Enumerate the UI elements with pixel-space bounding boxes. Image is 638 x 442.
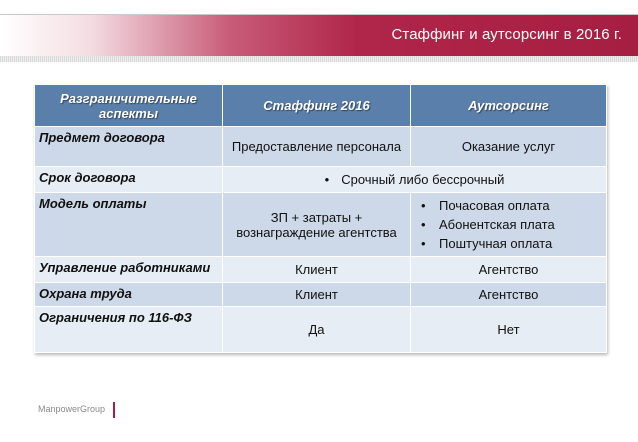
outsourcing-cell: Оказание услуг — [411, 127, 607, 167]
outsourcing-cell: Агентство — [411, 257, 607, 283]
row-label: Охрана труда — [35, 283, 223, 307]
staffing-cell: Предоставление персонала — [223, 127, 411, 167]
payment-options-list — [415, 196, 602, 253]
staffing-cell: Клиент — [223, 283, 411, 307]
table-row-safety — [35, 283, 607, 307]
row-label: Срок договора — [35, 167, 223, 193]
outsourcing-cell: Нет — [411, 307, 607, 353]
term-value: • Срочный либо бессрочный — [325, 172, 505, 187]
list-item: • Поштучная оплата — [419, 234, 602, 253]
row-label: Модель оплаты — [35, 193, 223, 257]
table-row-management — [35, 257, 607, 283]
row-label: Ограничения по 116-ФЗ — [35, 307, 223, 353]
column-header-outsourcing: Аутсорсинг — [411, 85, 607, 127]
staffing-cell: ЗП + затраты + вознаграждение агентства — [223, 193, 411, 257]
outsourcing-cell: Агентство — [411, 283, 607, 307]
row-label: Предмет договора — [35, 127, 223, 167]
manpowergroup-logo: ManpowerGroup — [38, 404, 106, 414]
row-label: Управление работниками — [35, 257, 223, 283]
merged-cell — [223, 167, 607, 193]
staffing-cell: Да — [223, 307, 411, 353]
staffing-cell: Клиент — [223, 257, 411, 283]
list-item: • Абонентская плата — [419, 215, 602, 234]
table-row-restrictions — [35, 307, 607, 353]
column-header-aspects: Разграничительные аспекты — [35, 85, 223, 127]
comparison-table — [34, 84, 607, 353]
table-header-row — [35, 85, 607, 127]
table-row-subject — [35, 127, 607, 167]
column-header-staffing: Стаффинг 2016 — [223, 85, 411, 127]
table-row-term — [35, 167, 607, 193]
slide-title: Стаффинг и аутсорсинг в 2016 г. — [391, 26, 622, 43]
header-stripe — [0, 56, 638, 62]
footer-accent-bar — [113, 402, 115, 418]
list-item: • Почасовая оплата — [419, 196, 602, 215]
outsourcing-cell — [411, 193, 607, 257]
table-row-payment — [35, 193, 607, 257]
